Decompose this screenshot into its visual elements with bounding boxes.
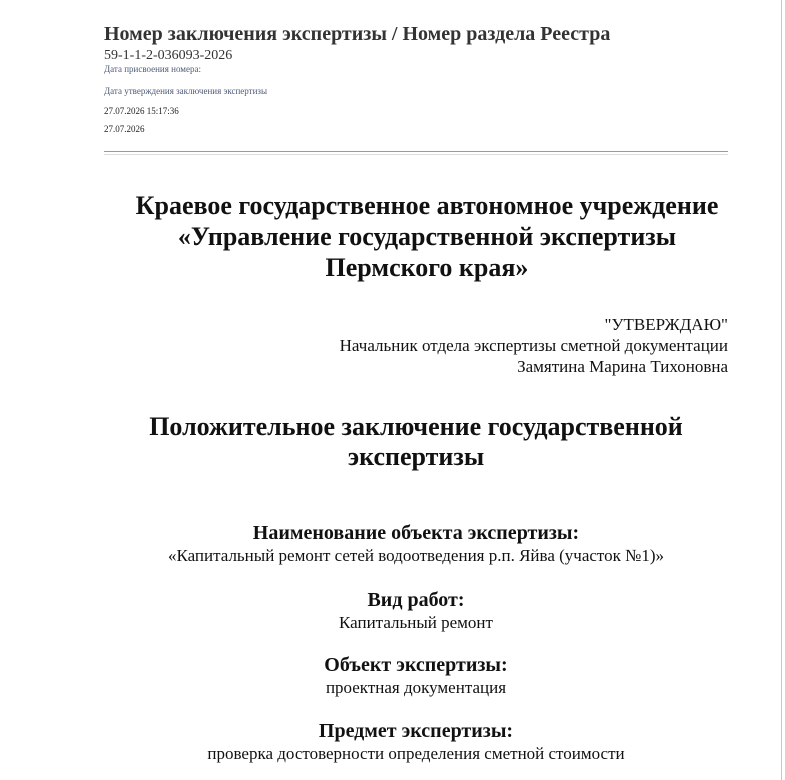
section-expertise-object — [104, 653, 728, 699]
approver-position: Начальник отдела экспертизы сметной документации — [339, 336, 728, 355]
section-heading: Вид работ: — [367, 589, 465, 611]
organization-line-2: «Управление государственной экспертизы — [177, 222, 677, 251]
approval-block — [340, 314, 728, 377]
section-work-type — [104, 588, 728, 634]
approve-date-label: Дата утверждения заключения экспертизы — [104, 86, 268, 96]
organization-line-1: Краевое государственное автономное учреждение — [135, 191, 719, 220]
section-heading: Объект экспертизы: — [324, 654, 508, 676]
document-title — [104, 412, 728, 472]
page-edge — [781, 0, 782, 780]
assign-date-value: 27.07.2026 15:17:36 — [104, 106, 179, 116]
assign-date-label: Дата присвоения номера: — [104, 64, 201, 74]
header-title: Номер заключения экспертизы / Номер раздела Реестра — [104, 23, 611, 45]
section-object-name — [104, 521, 728, 567]
section-value: проверка достоверности определения сметной стоимости — [207, 744, 625, 763]
document-title-line-2: экспертизы — [347, 442, 485, 471]
registry-number: 59-1-1-2-036093-2026 — [104, 48, 233, 63]
approve-date-value: 27.07.2026 — [104, 124, 145, 134]
document-title-line-1: Положительное заключение государственной — [149, 412, 683, 441]
approver-name: Замятина Марина Тихоновна — [517, 357, 728, 376]
section-expertise-subject — [104, 719, 728, 765]
section-value: Капитальный ремонт — [339, 613, 493, 632]
section-value: проектная документация — [325, 678, 507, 697]
section-heading: Наименование объекта экспертизы: — [252, 522, 580, 544]
header-divider — [104, 151, 728, 155]
section-heading: Предмет экспертизы: — [318, 720, 514, 742]
organization-name — [104, 190, 750, 283]
document-header — [104, 22, 728, 135]
section-value: «Капитальный ремонт сетей водоотведения р.п. Яйва (участок №1)» — [167, 546, 665, 565]
organization-line-3: Пермского края» — [325, 253, 529, 282]
approval-stamp: "УТВЕРЖДАЮ" — [604, 315, 728, 334]
